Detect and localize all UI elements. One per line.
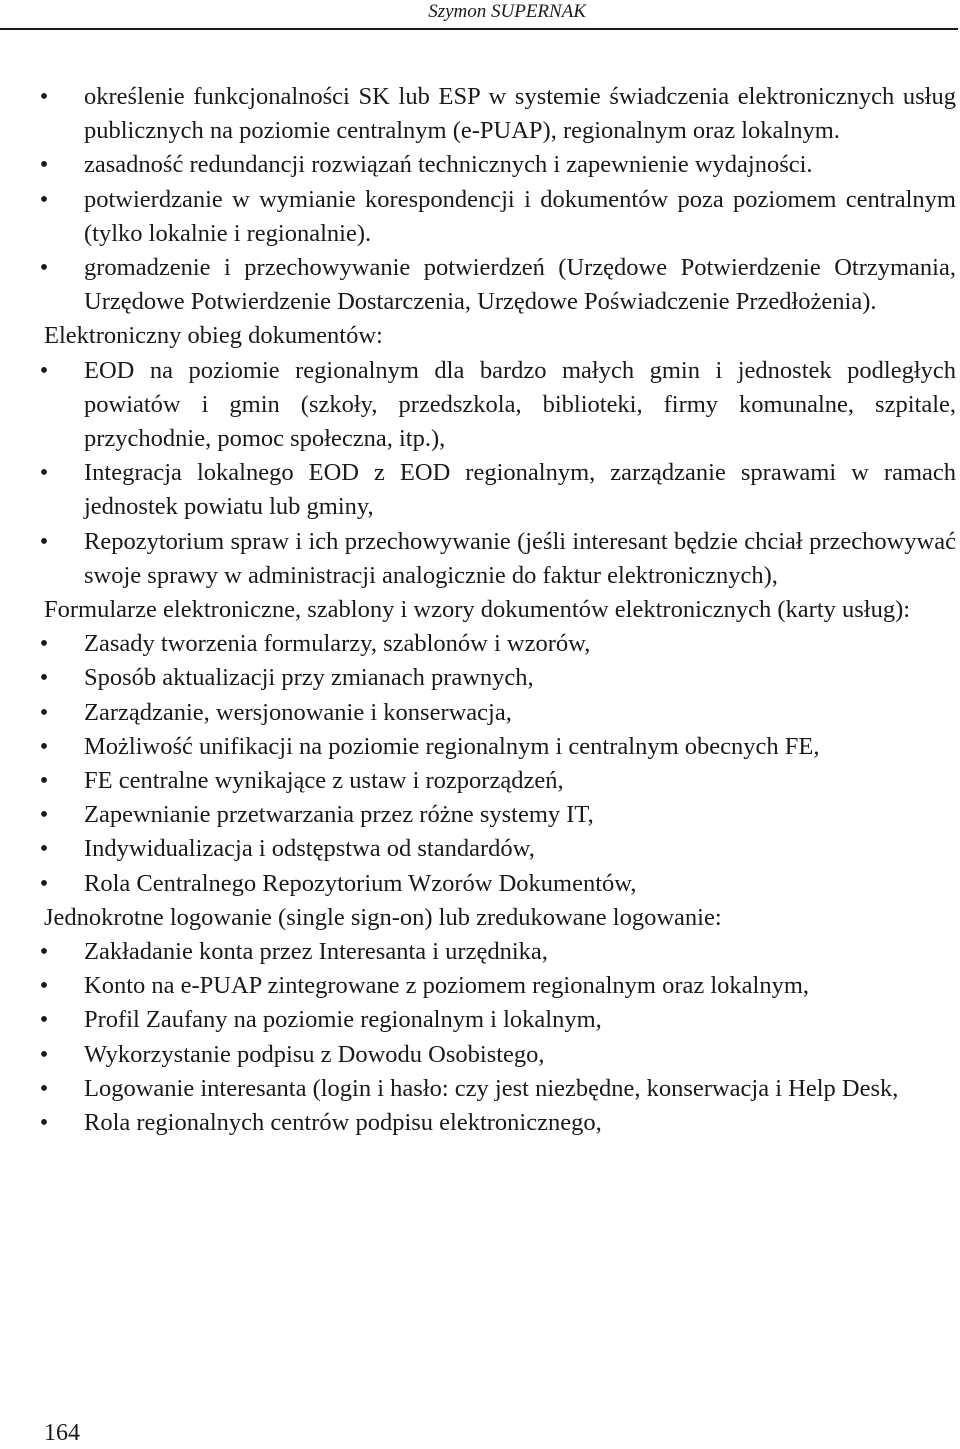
bullet-icon: •: [39, 801, 49, 829]
bullet-icon: •: [39, 835, 49, 863]
list-item: • Sposób aktualizacji przy zmianach prawnych,: [0, 661, 956, 695]
list-item: • Rola regionalnych centrów podpisu elektronicznego,: [0, 1106, 956, 1140]
list-item: • Wykorzystanie podpisu z Dowodu Osobistego,: [0, 1038, 956, 1072]
sso-list: [0, 935, 956, 1140]
running-head: [0, 0, 958, 30]
bullet-icon: •: [39, 151, 49, 179]
bullet-icon: •: [39, 938, 49, 966]
list-item: • Zakładanie konta przez Interesanta i urzędnika,: [0, 935, 956, 969]
list-item: • Możliwość unifikacji na poziomie regionalnym i centralnym obecnych FE,: [0, 730, 956, 764]
list-item: • Konto na e-PUAP zintegrowane z poziomem regionalnym oraz lokalnym,: [0, 969, 956, 1003]
list-item: • Rola Centralnego Repozytorium Wzorów Dokumentów,: [0, 867, 956, 901]
bullet-icon: •: [39, 972, 49, 1000]
bullet-icon: •: [39, 356, 49, 384]
bullet-icon: •: [39, 869, 49, 897]
list-item: • Repozytorium spraw i ich przechowywanie (jeśli interesant będzie chciał przechowywać swoje sprawy w administracji analogicznie do faktur elektronicznych),: [0, 525, 956, 593]
bullet-icon: •: [39, 1074, 49, 1102]
list-item: • Integracja lokalnego EOD z EOD regionalnym, zarządzanie sprawami w ramach jednostek powiatu lub gminy,: [0, 456, 956, 524]
bullet-icon: •: [39, 1040, 49, 1068]
list-item: • Zasady tworzenia formularzy, szablonów i wzorów,: [0, 627, 956, 661]
list-item: • Indywidualizacja i odstępstwa od standardów,: [0, 832, 956, 866]
section-heading-sso: Jednokrotne logowanie (single sign-on) lub zredukowane logowanie:: [44, 903, 722, 931]
bullet-icon: •: [39, 83, 49, 110]
section-heading-eod: Elektroniczny obieg dokumentów:: [44, 322, 383, 350]
bullet-icon: •: [39, 527, 49, 555]
bullet-icon: •: [39, 459, 49, 487]
bullet-icon: •: [39, 630, 49, 658]
bullet-icon: •: [39, 254, 49, 282]
list-item: • FE centralne wynikające z ustaw i rozporządzeń,: [0, 764, 956, 798]
list-item: • gromadzenie i przechowywanie potwierdzeń (Urzędowe Potwierdzenie Otrzymania, Urzędowe Potwierdzenie Dostarczenia, Urzędowe Poświadczenie Przedłożenia).: [0, 251, 956, 319]
page-number: 164: [44, 1420, 80, 1446]
section-heading-forms: Formularze elektroniczne, szablony i wzory dokumentów elektronicznych (karty usług):: [44, 596, 911, 624]
list-item: • Zarządzanie, wersjonowanie i konserwacja,: [0, 696, 956, 730]
bullet-icon: •: [39, 1109, 49, 1137]
eod-list: [0, 354, 956, 593]
intro-list: [0, 80, 956, 319]
list-item: • Profil Zaufany na poziomie regionalnym i lokalnym,: [0, 1003, 956, 1037]
list-item: • Zapewnianie przetwarzania przez różne systemy IT,: [0, 798, 956, 832]
bullet-icon: •: [39, 185, 49, 213]
bullet-icon: •: [39, 732, 49, 760]
page-body: [0, 80, 956, 1140]
list-item: • określenie funkcjonalności SK lub ESP w systemie świadczenia elektronicznych usług publicznych na poziomie centralnym (e-PUAP), regionalnym oraz lokalnym.: [0, 80, 956, 148]
author-name: Szymon SUPERNAK: [428, 1, 586, 22]
list-item: • Logowanie interesanta (login i hasło: czy jest niezbędne, konserwacja i Help Desk,: [0, 1072, 956, 1106]
bullet-icon: •: [39, 1006, 49, 1034]
list-item: • zasadność redundancji rozwiązań technicznych i zapewnienie wydajności.: [0, 148, 956, 182]
bullet-icon: •: [39, 698, 49, 726]
bullet-icon: •: [39, 767, 49, 795]
list-item: • potwierdzanie w wymianie korespondencji i dokumentów poza poziomem centralnym (tylko lokalnie i regionalnie).: [0, 183, 956, 251]
bullet-icon: •: [39, 664, 49, 692]
list-item: • EOD na poziomie regionalnym dla bardzo małych gmin i jednostek podległych powiatów i gmin (szkoły, przedszkola, biblioteki, firmy komunalne, szpitale, przychodnie, pomoc społeczna, itp.),: [0, 354, 956, 457]
forms-list: [0, 627, 956, 901]
